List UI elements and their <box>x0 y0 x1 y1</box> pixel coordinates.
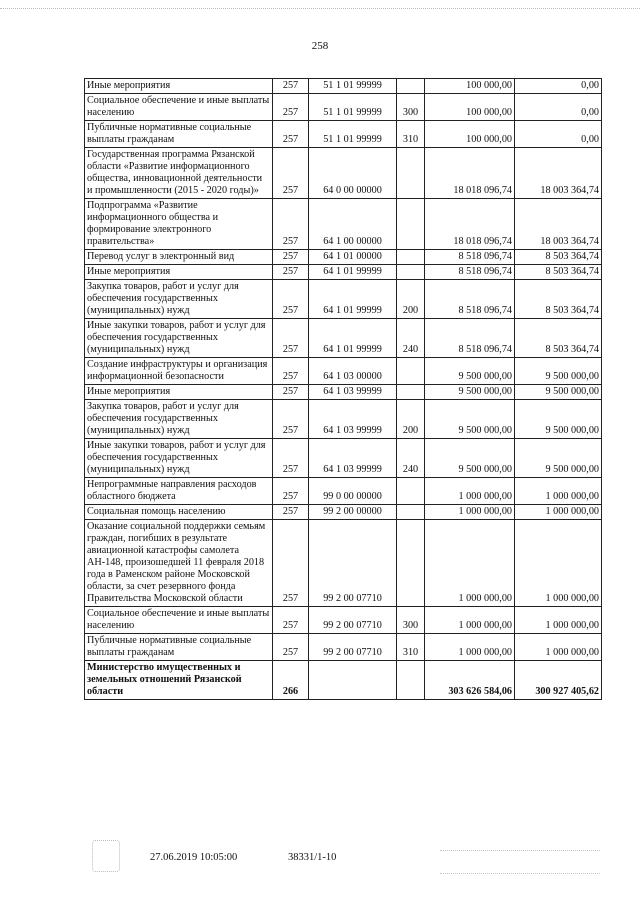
row-target-article: 64 0 00 00000 <box>309 148 397 199</box>
row-name: Социальная помощь населению <box>85 505 273 520</box>
row-sum-2020: 1 000 000,00 <box>425 505 515 520</box>
row-sum-2020: 8 518 096,74 <box>425 250 515 265</box>
row-gov-code: 257 <box>273 478 309 505</box>
row-gov-code: 257 <box>273 121 309 148</box>
budget-table <box>84 78 602 700</box>
row-target-article: 64 1 01 99999 <box>309 319 397 358</box>
table-row <box>85 634 602 661</box>
row-sum-2021: 1 000 000,00 <box>515 478 602 505</box>
table-row <box>85 319 602 358</box>
row-gov-code: 257 <box>273 319 309 358</box>
row-target-article: 64 1 00 00000 <box>309 199 397 250</box>
row-sum-2020: 18 018 096,74 <box>425 199 515 250</box>
row-expense-type <box>397 520 425 607</box>
row-target-article: 64 1 01 99999 <box>309 280 397 319</box>
table-row <box>85 478 602 505</box>
row-name: Оказание социальной поддержки семьям граждан, погибших в результате авиационной катастрофы самолета АН-148, произошедшей 11 февраля 2018 года в Раменском районе Московской области, за счет резервного фонда Правительства Московской области <box>85 520 273 607</box>
row-gov-code: 266 <box>273 661 309 700</box>
table-row <box>85 121 602 148</box>
row-sum-2020: 100 000,00 <box>425 121 515 148</box>
row-name: Непрограммные направления расходов областного бюджета <box>85 478 273 505</box>
row-sum-2021: 1 000 000,00 <box>515 634 602 661</box>
row-name: Иные закупки товаров, работ и услуг для обеспечения государственных (муниципальных) нужд <box>85 319 273 358</box>
row-target-article: 64 1 01 99999 <box>309 265 397 280</box>
row-sum-2020: 18 018 096,74 <box>425 148 515 199</box>
table-row <box>85 94 602 121</box>
row-target-article: 64 1 03 00000 <box>309 358 397 385</box>
row-target-article: 99 2 00 07710 <box>309 607 397 634</box>
row-sum-2021: 0,00 <box>515 121 602 148</box>
row-sum-2020: 1 000 000,00 <box>425 478 515 505</box>
row-gov-code: 257 <box>273 520 309 607</box>
table-row <box>85 358 602 385</box>
row-sum-2021: 9 500 000,00 <box>515 400 602 439</box>
row-expense-type <box>397 478 425 505</box>
row-name: Закупка товаров, работ и услуг для обеспечения государственных (муниципальных) нужд <box>85 400 273 439</box>
table-row <box>85 199 602 250</box>
row-target-article: 99 2 00 00000 <box>309 505 397 520</box>
row-name: Публичные нормативные социальные выплаты гражданам <box>85 634 273 661</box>
table-row <box>85 400 602 439</box>
row-gov-code: 257 <box>273 94 309 121</box>
row-expense-type: 300 <box>397 94 425 121</box>
row-target-article: 64 1 03 99999 <box>309 439 397 478</box>
budget-table-body <box>85 79 602 700</box>
row-sum-2021: 0,00 <box>515 79 602 94</box>
row-sum-2021: 9 500 000,00 <box>515 439 602 478</box>
row-sum-2020: 100 000,00 <box>425 94 515 121</box>
table-row <box>85 79 602 94</box>
row-sum-2020: 1 000 000,00 <box>425 520 515 607</box>
row-sum-2020: 9 500 000,00 <box>425 358 515 385</box>
faded-signature-mark <box>440 850 600 874</box>
row-gov-code: 257 <box>273 148 309 199</box>
row-target-article: 99 0 00 00000 <box>309 478 397 505</box>
table-row <box>85 280 602 319</box>
row-sum-2020: 1 000 000,00 <box>425 634 515 661</box>
row-sum-2021: 8 503 364,74 <box>515 265 602 280</box>
row-expense-type: 200 <box>397 280 425 319</box>
row-expense-type <box>397 505 425 520</box>
row-name: Закупка товаров, работ и услуг для обеспечения государственных (муниципальных) нужд <box>85 280 273 319</box>
row-gov-code: 257 <box>273 79 309 94</box>
row-name: Министерство имущественных и земельных отношений Рязанской области <box>85 661 273 700</box>
row-name: Публичные нормативные социальные выплаты гражданам <box>85 121 273 148</box>
row-sum-2020: 100 000,00 <box>425 79 515 94</box>
row-expense-type <box>397 79 425 94</box>
row-expense-type: 240 <box>397 439 425 478</box>
row-sum-2021: 9 500 000,00 <box>515 385 602 400</box>
row-name: Подпрограмма «Развитие информационного общества и формирование электронного правительства» <box>85 199 273 250</box>
row-sum-2020: 8 518 096,74 <box>425 319 515 358</box>
row-gov-code: 257 <box>273 400 309 439</box>
row-name: Иные мероприятия <box>85 265 273 280</box>
footer-datetime: 27.06.2019 10:05:00 <box>150 852 238 863</box>
row-sum-2020: 1 000 000,00 <box>425 607 515 634</box>
row-sum-2020: 8 518 096,74 <box>425 265 515 280</box>
row-gov-code: 257 <box>273 439 309 478</box>
table-row <box>85 250 602 265</box>
row-target-article: 51 1 01 99999 <box>309 79 397 94</box>
row-gov-code: 257 <box>273 358 309 385</box>
row-gov-code: 257 <box>273 607 309 634</box>
row-name: Социальное обеспечение и иные выплаты населению <box>85 94 273 121</box>
row-expense-type <box>397 250 425 265</box>
row-sum-2020: 9 500 000,00 <box>425 385 515 400</box>
page-number: 258 <box>311 40 329 52</box>
row-target-article: 99 2 00 07710 <box>309 520 397 607</box>
scan-header-noise <box>0 0 640 9</box>
row-target-article <box>309 661 397 700</box>
footer-doc-number: 38331/1-10 <box>288 852 337 863</box>
row-target-article: 51 1 01 99999 <box>309 94 397 121</box>
row-sum-2021: 1 000 000,00 <box>515 607 602 634</box>
row-expense-type: 240 <box>397 319 425 358</box>
row-expense-type <box>397 385 425 400</box>
row-expense-type: 300 <box>397 607 425 634</box>
row-target-article: 51 1 01 99999 <box>309 121 397 148</box>
row-gov-code: 257 <box>273 505 309 520</box>
row-expense-type: 200 <box>397 400 425 439</box>
row-name: Перевод услуг в электронный вид <box>85 250 273 265</box>
row-expense-type <box>397 661 425 700</box>
row-sum-2021: 8 503 364,74 <box>515 280 602 319</box>
row-name: Создание инфраструктуры и организация информационной безопасности <box>85 358 273 385</box>
row-expense-type <box>397 148 425 199</box>
row-name: Иные мероприятия <box>85 79 273 94</box>
row-gov-code: 257 <box>273 634 309 661</box>
table-row <box>85 265 602 280</box>
row-target-article: 64 1 01 00000 <box>309 250 397 265</box>
row-sum-2020: 9 500 000,00 <box>425 439 515 478</box>
row-expense-type: 310 <box>397 634 425 661</box>
row-sum-2021: 1 000 000,00 <box>515 505 602 520</box>
row-name: Социальное обеспечение и иные выплаты населению <box>85 607 273 634</box>
table-row <box>85 661 602 700</box>
row-sum-2021: 8 503 364,74 <box>515 250 602 265</box>
row-sum-2021: 18 003 364,74 <box>515 148 602 199</box>
row-name: Иные закупки товаров, работ и услуг для обеспечения государственных (муниципальных) нужд <box>85 439 273 478</box>
row-target-article: 64 1 03 99999 <box>309 385 397 400</box>
row-gov-code: 257 <box>273 199 309 250</box>
row-name: Иные мероприятия <box>85 385 273 400</box>
table-row <box>85 439 602 478</box>
row-sum-2021: 0,00 <box>515 94 602 121</box>
row-gov-code: 257 <box>273 265 309 280</box>
row-expense-type <box>397 199 425 250</box>
row-expense-type <box>397 358 425 385</box>
row-target-article: 99 2 00 07710 <box>309 634 397 661</box>
row-gov-code: 257 <box>273 385 309 400</box>
table-row <box>85 520 602 607</box>
scan-stamp <box>92 840 120 872</box>
row-sum-2020: 303 626 584,06 <box>425 661 515 700</box>
row-gov-code: 257 <box>273 280 309 319</box>
row-sum-2021: 300 927 405,62 <box>515 661 602 700</box>
table-row <box>85 607 602 634</box>
row-sum-2020: 9 500 000,00 <box>425 400 515 439</box>
row-sum-2021: 9 500 000,00 <box>515 358 602 385</box>
row-sum-2020: 8 518 096,74 <box>425 280 515 319</box>
row-target-article: 64 1 03 99999 <box>309 400 397 439</box>
row-expense-type <box>397 265 425 280</box>
row-gov-code: 257 <box>273 250 309 265</box>
row-sum-2021: 18 003 364,74 <box>515 199 602 250</box>
table-row <box>85 148 602 199</box>
row-name: Государственная программа Рязанской области «Развитие информационного общества, инновационной деятельности и промышленности (2015 - 2020 годы)» <box>85 148 273 199</box>
row-expense-type: 310 <box>397 121 425 148</box>
table-row <box>85 505 602 520</box>
table-row <box>85 385 602 400</box>
row-sum-2021: 8 503 364,74 <box>515 319 602 358</box>
row-sum-2021: 1 000 000,00 <box>515 520 602 607</box>
